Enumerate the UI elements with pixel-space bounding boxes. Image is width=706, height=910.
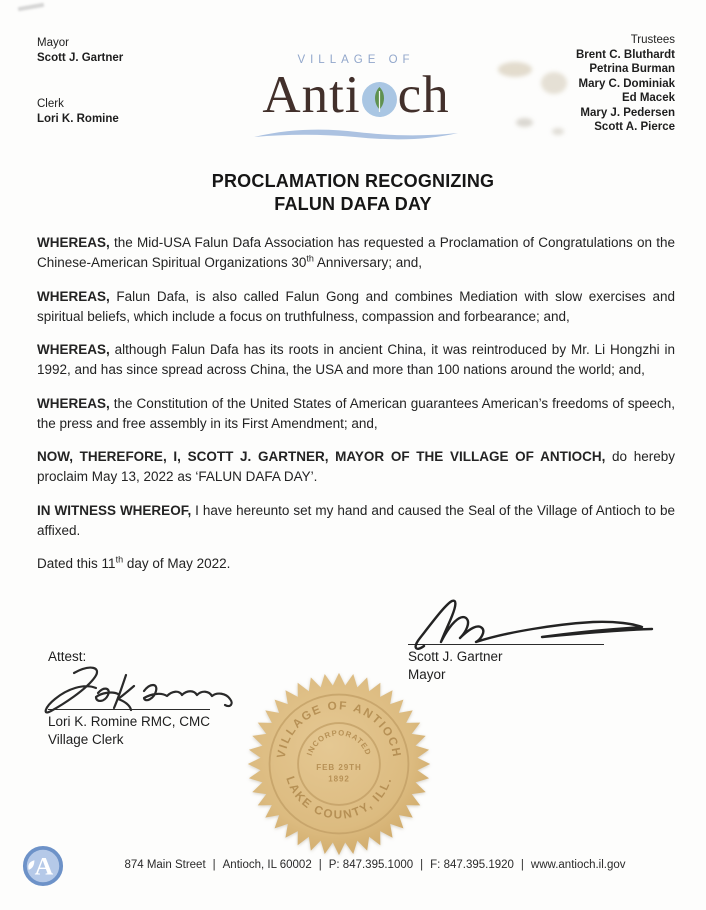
mayor-label: Mayor [37, 37, 69, 49]
scan-artifact [498, 62, 532, 77]
footer-separator: | [520, 859, 524, 871]
paragraph-text: I have hereunto set my hand and caused the Seal of the Village of Antioch to be affixed. [37, 502, 675, 538]
superscript: th [306, 253, 314, 264]
paragraph-text: Falun Dafa, is also called Falun Gong and combines Mediation with slow exercises and spiritual beliefs, which include a focus on truthfulness, compassion and forbearance; and, [37, 288, 675, 324]
paragraph-whereas-1 [37, 233, 675, 273]
clerk-name: Lori K. Romine [37, 112, 119, 125]
village-seal [246, 671, 432, 857]
attest-label: Attest: [48, 649, 87, 664]
paragraph-dated [37, 554, 675, 574]
mayor-header-block [37, 36, 123, 65]
proclamation-body [37, 233, 675, 588]
trustee-name: Mary J. Pedersen [580, 106, 675, 119]
logo-text-anti: Anti [262, 66, 361, 124]
paragraph-whereas-4 [37, 394, 675, 434]
paragraph-text: the Constitution of the United States of American guarantees American’s freedoms of speech, the press and free assembly in its First Amendment; and, [37, 395, 675, 431]
paragraph-whereas-3 [37, 340, 675, 380]
logo-village-of-text: VILLAGE OF [297, 54, 415, 66]
paragraph-in-witness [37, 501, 675, 541]
title-line-1: PROCLAMATION RECOGNIZING [211, 171, 495, 191]
footer-separator: | [420, 859, 424, 871]
footer-separator: | [318, 859, 322, 871]
title-line-2: FALUN DAFA DAY [274, 193, 432, 214]
clerk-signature-name: Lori K. Romine RMC, CMC [48, 714, 211, 729]
seal-arc-bottom-text: LAKE COUNTY, ILL. [283, 774, 395, 822]
scan-artifact [541, 72, 567, 94]
footer-website: www.antioch.il.gov [530, 859, 626, 871]
mayor-signature-title: Mayor [408, 667, 446, 682]
clerk-signature-title: Village Clerk [48, 732, 124, 747]
scan-artifact [18, 3, 44, 11]
paragraph-text: do hereby proclaim May 13, 2022 as ‘FALUN DAFA DAY’. [37, 449, 675, 484]
trustees-block [576, 33, 675, 135]
paragraph-text: although Falun Dafa has its roots in ancient China, it was reintroduced by Mr. Li Hongzhi in 1992, and has since spread across China, the USA and more than 100 nations around the world; and, [37, 342, 675, 377]
seal-arc-top-text: VILLAGE OF ANTIOCH [274, 699, 404, 760]
paragraph-lead: WHEREAS, [37, 235, 110, 250]
village-of-antioch-logo [240, 54, 472, 145]
leaf-circle-icon [362, 72, 397, 107]
paragraph-text: Dated this 11 [37, 556, 116, 571]
footer-logo-letter: A [34, 851, 54, 881]
trustee-name: Ed Macek [621, 92, 675, 104]
trustees-label: Trustees [630, 34, 675, 46]
paragraph-lead: IN WITNESS WHEREOF, [37, 502, 192, 518]
footer-address: 874 Main Street [124, 859, 206, 871]
logo-antioch-wordmark [240, 67, 472, 123]
clerk-label: Clerk [37, 98, 64, 110]
superscript: th [115, 554, 124, 565]
scan-artifact [552, 128, 564, 135]
paragraph-whereas-2 [37, 287, 675, 327]
paragraph-lead: NOW, THEREFORE, I, SCOTT J. GARTNER, MAYOR OF THE VILLAGE OF ANTIOCH, [37, 449, 606, 464]
mayor-signature-block [408, 596, 670, 684]
paragraph-text: day of May 2022. [123, 556, 231, 571]
mayor-signature-name: Scott J. Gartner [408, 649, 503, 664]
proclamation-title [0, 170, 706, 215]
trustee-name: Brent C. Bluthardt [575, 48, 675, 61]
trustee-name: Scott A. Pierce [594, 121, 675, 133]
signature-line [408, 644, 604, 645]
trustee-name: Mary C. Dominiak [578, 77, 675, 90]
logo-text-ch: ch [397, 66, 450, 124]
seal-date-line1: FEB 29TH [316, 763, 362, 773]
mayor-name: Scott J. Gartner [37, 51, 124, 64]
trustee-name: Petrina Burman [589, 63, 675, 75]
signature-line [48, 709, 210, 710]
paragraph-text: Anniversary; and, [313, 255, 422, 270]
clerk-header-block [37, 97, 119, 126]
seal-date-line2: 1892 [328, 774, 350, 784]
footer-contact-line [52, 859, 698, 871]
paragraph-lead: WHEREAS, [37, 342, 110, 357]
paragraph-lead: WHEREAS, [37, 395, 110, 411]
footer-fax: F: 847.395.1920 [430, 859, 514, 871]
wave-swoosh-icon [252, 125, 460, 145]
paragraph-now-therefore [37, 447, 675, 487]
seal-incorporated-text: INCORPORATED [304, 728, 374, 757]
paragraph-text: the Mid-USA Falun Dafa Association has requested a Proclamation of Congratulations on the Chinese-American Spiritual Organizations 30 [37, 235, 675, 270]
scan-artifact [516, 118, 533, 127]
paragraph-lead: WHEREAS, [37, 288, 110, 304]
footer-phone: P: 847.395.1000 [328, 859, 414, 871]
footer-separator: | [212, 859, 216, 871]
footer-city: Antioch, IL 60002 [222, 859, 312, 871]
